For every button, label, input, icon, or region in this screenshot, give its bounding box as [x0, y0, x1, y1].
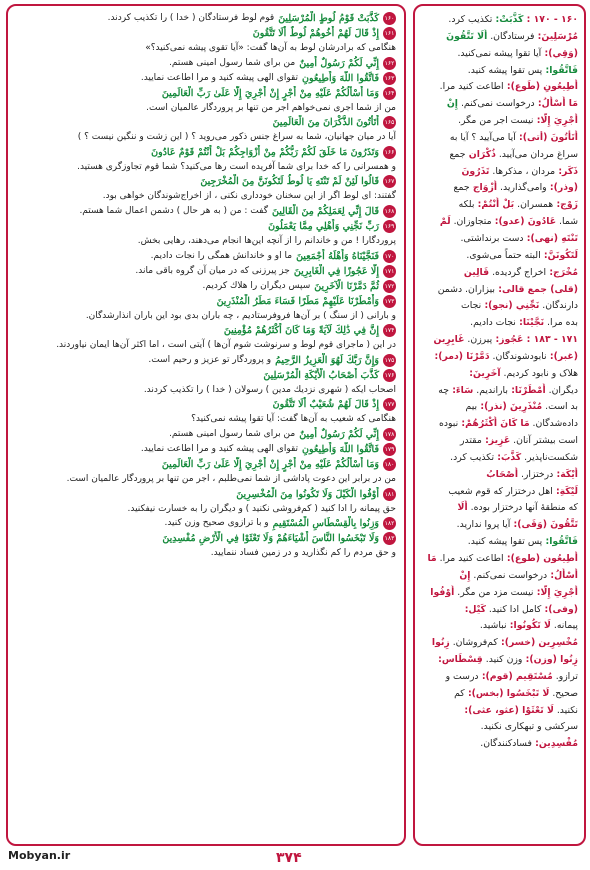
glossary-meaning: جمع — [449, 148, 466, 160]
glossary-meaning: سراغ مردان مى‌آييد. — [495, 148, 578, 160]
glossary-line — [421, 214, 578, 231]
glossary-meaning: آيا تقوا پيشه نمى‌كنيد. — [457, 47, 542, 59]
translation-line: پروردگارا ! من و خاندانم را از آنچه اين‌ها انجام مى‌دهند، رهايى بخش. — [137, 235, 396, 246]
glossary-meaning: كم‌فروشان. — [449, 637, 498, 649]
arabic-verse: كَذَّبَتْ قَوْمُ لُوطٍ الْمُرْسَلِينَ — [278, 13, 379, 24]
glossary-line — [421, 416, 578, 433]
glossary-meaning: پس تقوا پيشه كنيد. — [467, 536, 543, 548]
glossary-line — [421, 383, 578, 400]
verse-translation: و با ترازوى صحيح وزن كنيد. — [164, 518, 269, 529]
translation-line: در اين ( ماجراى قوم لوط و سرنوشت شوم آن‌ها ) آيتى است ، اما اكثر آن‌ها ايمان نياوردند. — [56, 340, 396, 351]
glossary-phrase: أَلَا تَتَّقُونَ — [446, 30, 488, 42]
arabic-verse: إِنِّي لَكُمْ رَسُولٌ أَمِينٌ — [299, 428, 379, 440]
glossary-term: (غبر): — [546, 350, 578, 362]
glossary-term: لَمْ — [439, 216, 451, 228]
translation-line: هنگامى كه شعيب به آن‌ها گفت: آيا تقوا پيشه نمى‌كنيد؟ — [191, 414, 396, 425]
site-watermark[interactable]: Mobyan.ir — [8, 849, 71, 862]
glossary-line — [421, 736, 578, 753]
glossary-term: أَطِيعُون (طوع): — [503, 553, 578, 564]
glossary-line — [421, 686, 578, 703]
glossary-meaning: پس تقوا پيشه كنيد. — [467, 64, 543, 76]
glossary-term: عَادُونَ (عدو): — [491, 216, 557, 228]
glossary-line — [421, 12, 578, 29]
glossary-line — [421, 180, 578, 197]
verse-translation: تقواى الهى پيشه كنيد و مرا اطاعت نماييد. — [140, 72, 299, 83]
glossary-term: آخَرِينَ: — [469, 367, 501, 379]
glossary-term: سَاءَ: — [448, 384, 474, 396]
glossary-term: (وذر): — [546, 182, 578, 194]
glossary-meaning: البته حتماً مى‌شوى. — [466, 249, 541, 261]
glossary-meaning: چه — [438, 384, 449, 396]
arabic-verse: فَاتَّقُوا اللَّهَ وَأَطِيعُونِ — [302, 72, 379, 84]
glossary-line — [421, 366, 578, 383]
arabic-verse: وَزِنُوا بِالْقِسْطَاسِ الْمُسْتَقِيمِ — [272, 518, 379, 530]
glossary-line — [421, 231, 578, 248]
glossary-term: أَجْرِيَ إِلَّا: — [533, 115, 578, 127]
verse-number: ۱۶۰ — [383, 12, 396, 25]
glossary-term: مَا كَانَ أَكْثَرُهُمْ: — [458, 418, 530, 430]
glossary-term: زَوْج: — [553, 199, 578, 211]
verse-line — [16, 86, 396, 101]
glossary-meaning: دست برنداشتى. — [460, 232, 524, 244]
arabic-verse: وَلَا تَبْخَسُوا النَّاسَ أَشْيَاءَهُمْ وَلَا تَعْثَوْا فِي الْأَرْضِ مُفْسِدِينَ — [162, 533, 379, 545]
glossary-term: مُفْسِدِين: — [531, 738, 578, 750]
glossary-line — [421, 433, 578, 450]
glossary-line — [421, 568, 578, 585]
glossary-meaning: درخواست نمى‌كنم. — [457, 98, 535, 110]
glossary-meaning: فرستادگان. — [487, 30, 535, 42]
glossary-line — [421, 467, 578, 484]
glossary-term: كَيْل: — [464, 603, 486, 615]
glossary-meaning: نجات داديم. — [470, 317, 516, 329]
glossary-term: تَتَّقُونَ (وَقَى): — [510, 519, 578, 531]
glossary-meaning: داده‌شدگان. — [529, 418, 578, 430]
verse-line — [16, 264, 396, 279]
glossary-meaning: سركشى و تبهكارى نكنيد. — [480, 721, 578, 733]
translation-line: هنگامى كه برادرشان لوط به آن‌ها گفت: «آيا تقوى پيشه نمى‌كنيد؟» — [145, 43, 396, 53]
translation-line: و همسرانى را كه خدا براى شما آفريده است رها مى‌كنيد؟ شما قوم تجاوزگرى هستيد. — [77, 161, 396, 172]
glossary-line — [421, 585, 578, 602]
glossary-line — [421, 248, 578, 265]
glossary-meaning: مقتدر — [459, 435, 482, 447]
glossary-term: كَذَّبَ: — [494, 451, 522, 463]
glossary-meaning: درست و — [445, 670, 479, 682]
verse-number: ۱۸۰ — [383, 458, 396, 471]
glossary-meaning: اهل درختزار كه قوم شعيب — [448, 485, 553, 497]
glossary-term: (وَقِي): — [541, 47, 578, 59]
verse-line — [16, 353, 396, 368]
arabic-verse: ثُمَّ دَمَّرْنَا الْآخَرِينَ — [314, 280, 379, 292]
verse-translation: تقواى الهى پيشه كنيد و مرا اطاعت نماييد. — [140, 443, 299, 454]
translation-line: و حق مردم را كم نگذاريد و در زمين فساد ننماييد. — [210, 548, 396, 559]
verse-translation: گفت : من ( به هر حال ) دشمن اعمال شما هستم. — [79, 205, 268, 216]
glossary-line — [421, 602, 578, 619]
arabic-verse: قَالُوا لَئِنْ لَمْ تَنْتَهِ يَا لُوطُ لَتَكُونَنَّ مِنَ الْمُخْرَجِينَ — [200, 176, 379, 188]
glossary-line — [421, 96, 578, 113]
glossary-meaning: صحيح. — [549, 687, 578, 699]
glossary-meaning: متجاوزان. — [450, 216, 492, 228]
glossary-phrase: كَذَّبَتْ: — [492, 14, 524, 25]
verse-line — [16, 56, 396, 71]
verse-line — [16, 487, 396, 502]
glossary-term: أَجْرِيَ إِلَّا: — [533, 586, 578, 598]
glossary-meaning: مردان ، مذكرها. — [489, 165, 556, 177]
glossary-phrase: إِنْ — [446, 98, 458, 110]
glossary-term: لَا تَبْخَسُوا (بخس): — [464, 687, 550, 699]
arabic-verse: وَأَمْطَرْنَا عَلَيْهِمْ مَطَرًا فَسَاءَ مَطَرُ الْمُنْذَرِينَ — [216, 295, 379, 307]
verse-line — [16, 145, 396, 160]
glossary-line — [421, 29, 578, 46]
translation-line: حق پيمانه را ادا كنيد ( كم‌فروشى نكنيد ) و ديگران را به خسارت نيفكنيد. — [127, 503, 396, 514]
glossary-line — [421, 450, 578, 467]
verse-number: ۱۸۳ — [383, 532, 396, 545]
glossary-term: (وفى): — [541, 603, 578, 615]
glossary-meaning: آيا مى‌آييد ؟ آيا به — [449, 131, 516, 143]
verse-number: ۱۷۶ — [383, 369, 396, 382]
glossary-meaning: بد است. — [542, 401, 578, 413]
glossary-term: عَزِيز: — [481, 435, 511, 447]
arabic-verse: فَاتَّقُوا اللَّهَ وَأَطِيعُونِ — [302, 443, 379, 455]
glossary-meaning: بلكه — [458, 199, 475, 211]
arabic-verse: أَتَأْتُونَ الذُّكْرَانَ مِنَ الْعَالَمِينَ — [272, 117, 379, 129]
glossary-meaning: اطاعت كنيد مرا. — [436, 553, 504, 564]
verse-number: ۱۷۴ — [383, 324, 396, 337]
glossary-term: قِسْطَاس: — [438, 654, 483, 666]
glossary-line — [421, 703, 578, 720]
glossary-term: تَذَرُونَ — [461, 165, 490, 177]
glossary-line — [421, 517, 578, 534]
arabic-verse: وَمَا أَسْأَلُكُمْ عَلَيْهِ مِنْ أَجْرٍ إِنْ أَجْرِيَ إِلَّا عَلَىٰ رَبِّ الْعَالَمِينَ — [161, 458, 379, 470]
glossary-meaning: كم — [454, 687, 465, 699]
verse-translation: قوم لوط فرستادگان ( خدا ) را تكذيب كردند. — [107, 13, 275, 23]
translation-line: و بارانى ( از سنگ ) بر آن‌ها فروفرستاديم ، چه باران بدى بود اين باران انذارشدگان. — [85, 310, 396, 321]
arabic-verse: إِذْ قَالَ لَهُمْ أَخُوهُمْ لُوطٌ أَلَا تَتَّقُونَ — [252, 28, 379, 39]
arabic-verse: رَبِّ نَجِّنِي وَأَهْلِي مِمَّا يَعْمَلُونَ — [268, 220, 379, 232]
verse-line — [16, 11, 396, 26]
translation-line: گفتند: اى لوط اگر از اين سخنان خوددارى نكنى ، از اخراج‌شوندگان خواهى بود. — [102, 191, 396, 202]
glossary-line — [421, 79, 578, 96]
glossary-term: عَجُوز: — [492, 334, 524, 346]
glossary-term: مَا أَسْأَلُ: — [534, 98, 578, 110]
verse-line — [16, 71, 396, 86]
glossary-line — [421, 315, 578, 332]
glossary-line — [421, 534, 578, 551]
translation-line: اصحاب ايكه ( شهرى نزديك مدين ) رسولان ( خدا ) را تكذيب كردند. — [143, 384, 396, 395]
verse-line — [16, 516, 396, 531]
glossary-meaning: ترازو. — [552, 670, 578, 682]
glossary-term: ذَكَر: — [555, 165, 578, 177]
verse-number: ۱۶۱ — [383, 27, 396, 40]
verse-line — [16, 219, 396, 234]
arabic-verse: قَالَ إِنِّي لِعَمَلِكُمْ مِنَ الْقَالِينَ — [271, 205, 379, 217]
glossary-meaning: آيا پروا نداريد. — [456, 519, 511, 531]
glossary-line — [421, 282, 578, 299]
verse-line — [16, 427, 396, 442]
verse-number: ۱۶۲ — [383, 57, 396, 70]
verse-line — [16, 531, 396, 546]
glossary-term: ۱۶۰ - ۱۷۰ : — [523, 14, 578, 25]
verse-translation: من براى شما رسول امينى هستم. — [169, 428, 296, 439]
glossary-line — [421, 669, 578, 686]
glossary-term: نَجَّيْنَا: — [515, 317, 545, 329]
verse-line — [16, 442, 396, 457]
verse-line — [16, 26, 396, 41]
glossary-phrase: فَاتَّقُوا: — [542, 64, 578, 76]
arabic-verse: إِنَّ فِي ذَٰلِكَ لَآيَةً وَمَا كَانَ أَكْثَرُهُمْ مُؤْمِنِينَ — [223, 325, 379, 337]
glossary-meaning: نكنيد. — [553, 704, 578, 716]
glossary-line — [421, 332, 578, 349]
verse-translation: من براى شما رسول امينى هستم. — [169, 57, 296, 68]
translation-line: آيا در ميان جهانيان، شما به سراغ جنس ذكور مى‌رويد ؟ ( اين زشت و ننگين نيست ؟ ) — [77, 132, 396, 143]
glossary-line — [421, 63, 578, 80]
translation-line: من در برابر اين دعوت پاداشى از شما نمى‌طلبم ، اجر من تنها بر پروردگار عالميان است. — [66, 473, 396, 484]
verse-number: ۱۷۹ — [383, 443, 396, 456]
glossary-line — [421, 164, 578, 181]
glossary-meaning: است بيشتر آنان. — [510, 435, 578, 447]
verse-number: ۱۶۸ — [383, 205, 396, 218]
verses-panel — [6, 4, 406, 846]
glossary-line — [421, 113, 578, 130]
verse-number: ۱۶۷ — [383, 175, 396, 188]
glossary-panel — [413, 4, 586, 846]
glossary-line — [421, 484, 578, 501]
verse-number: ۱۷۸ — [383, 428, 396, 441]
verse-line — [16, 249, 396, 264]
arabic-verse: وَإِنَّ رَبَّكَ لَهُوَ الْعَزِيزُ الرَّحِيمُ — [275, 354, 379, 366]
glossary-line — [421, 551, 578, 568]
glossary-term: إِنْ — [459, 569, 471, 581]
arabic-verse: فَنَجَّيْنَاهُ وَأَهْلَهُ أَجْمَعِينَ — [296, 250, 379, 262]
verse-translation: ما او و خاندانش همگى را نجات داديم. — [150, 250, 293, 261]
glossary-term: مُنْذَرِينَ (نذر): — [477, 401, 543, 413]
glossary-line — [421, 349, 578, 366]
glossary-line — [421, 130, 578, 147]
glossary-meaning: وامى‌گذاريد. — [497, 182, 547, 194]
glossary-term: مُرْسَلِينَ: — [534, 30, 578, 42]
glossary-line — [421, 197, 578, 214]
glossary-meaning: پيمانه. — [550, 620, 578, 632]
glossary-meaning: فسادكنندگان. — [480, 738, 532, 750]
glossary-term: لَا تَكُونُوا: — [506, 620, 551, 632]
glossary-line — [421, 500, 578, 517]
glossary-term: لَيْكَةِ: — [552, 485, 578, 497]
verse-number: ۱۷۲ — [383, 280, 396, 293]
verse-number: ۱۷۳ — [383, 295, 396, 308]
arabic-verse: وَتَذَرُونَ مَا خَلَقَ لَكُمْ رَبُّكُمْ مِنْ أَزْوَاجِكُمْ بَلْ أَنْتُمْ قَوْمٌ عَادُونَ — [151, 146, 379, 158]
glossary-meaning: دارندگان. — [539, 300, 578, 312]
glossary-term: لَا تَعْثَوْا (عثو، عثى): — [464, 704, 554, 716]
glossary-meaning: بارانديم. — [473, 384, 508, 396]
glossary-meaning: نبوده — [438, 418, 459, 430]
glossary-meaning: نيست اجر من مگر. — [458, 115, 534, 127]
glossary-term: أَيْكَة: — [553, 468, 578, 480]
glossary-term: مُخْسِرِين (خسر): — [497, 637, 578, 649]
arabic-verse: وَمَا أَسْأَلُكُمْ عَلَيْهِ مِنْ أَجْرٍ إِنْ أَجْرِيَ إِلَّا عَلَىٰ رَبِّ الْعَالَمِينَ — [161, 87, 379, 99]
verse-number: ۱۷۰ — [383, 250, 396, 263]
glossary-term: أَسْأَلُ: — [547, 569, 578, 581]
arabic-verse: أَوْفُوا الْكَيْلَ وَلَا تَكُونُوا مِنَ الْمُخْسِرِينَ — [236, 488, 379, 500]
glossary-term: زِنُوا — [431, 637, 450, 649]
glossary-meaning: تكذيب كرد. — [448, 14, 493, 25]
glossary-term: أَطِيعُونِ (طَوع): — [503, 81, 578, 93]
glossary-meaning: پيرزن. — [464, 334, 493, 346]
glossary-term: مَا — [427, 553, 437, 564]
glossary-term: بَلْ أَنْتُمْ: — [474, 199, 515, 211]
verse-number: ۱۶۹ — [383, 220, 396, 233]
glossary-line — [421, 46, 578, 63]
glossary-term: نَجِّنِي (نجو): — [481, 300, 540, 312]
glossary-line — [421, 298, 578, 315]
glossary-meaning: كه منطقهٔ آنها درختزار بوده. — [467, 502, 578, 514]
glossary-term: أَمْطَرْنَا: — [507, 384, 546, 396]
verse-translation: جز پيرزنى كه در ميان آن گروه باقى ماند. — [135, 265, 290, 276]
glossary-meaning: نجات — [461, 300, 482, 312]
glossary-line — [421, 635, 578, 652]
arabic-verse: إِذْ قَالَ لَهُمْ شُعَيْبٌ أَلَا تَتَّقُونَ — [272, 399, 379, 411]
translation-line: من از شما اجرى نمى‌خواهم اجر من تنها بر پروردگار عالميان است. — [146, 102, 396, 113]
glossary-meaning: شما. — [556, 216, 578, 228]
glossary-phrase: فَاتَّقُوا: — [542, 536, 578, 548]
glossary-meaning: بيزاران. دشمن — [437, 283, 496, 295]
verse-line — [16, 204, 396, 219]
glossary-meaning: همسران. — [514, 199, 554, 211]
glossary-meaning: وزن كنيد. — [482, 654, 523, 666]
glossary-meaning: بده مرا. — [544, 317, 578, 329]
glossary-term: مُخْرَج: — [546, 266, 578, 278]
arabic-verse: إِنِّي لَكُمْ رَسُولٌ أَمِينٌ — [299, 57, 379, 69]
glossary-line — [421, 147, 578, 164]
glossary-meaning: درختزار. — [518, 468, 554, 480]
verse-number: ۱۶۴ — [383, 87, 396, 100]
verse-line — [16, 174, 396, 189]
arabic-verse: كَذَّبَ أَصْحَابُ الْأَيْكَةِ الْمُرْسَلِينَ — [263, 369, 379, 381]
glossary-line — [421, 265, 578, 282]
verse-number: ۱۶۶ — [383, 146, 396, 159]
glossary-term: قَالِين — [463, 266, 490, 278]
verse-line — [16, 279, 396, 294]
glossary-meaning: تكذيب كرد. — [450, 451, 495, 463]
glossary-term: ۱۷۱ - ۱۸۳ : — [523, 334, 578, 346]
glossary-meaning: بيم — [465, 401, 478, 413]
glossary-line — [421, 618, 578, 635]
glossary-meaning: نيست مزد من مگر. — [454, 586, 534, 598]
glossary-meaning: كامل ادا كنيد. — [485, 603, 542, 615]
glossary-term: أَتَأْتُونَ (أتى): — [515, 131, 578, 143]
glossary-term: أَلَا — [457, 502, 468, 514]
verse-number: ۱۸۲ — [383, 517, 396, 530]
arabic-verse: إِلَّا عَجُوزًا فِي الْغَابِرِينَ — [293, 265, 379, 277]
glossary-term: لَتَكُونَنَّ: — [540, 249, 578, 261]
verse-number: ۱۷۵ — [383, 354, 396, 367]
glossary-meaning: اخراج گرديده. — [489, 266, 547, 278]
glossary-meaning: جمع — [453, 182, 470, 194]
glossary-term: تَنْتَهِ (نهى): — [523, 232, 578, 244]
glossary-line — [421, 719, 578, 736]
verse-translation: و پروردگار تو عزيز و رحيم است. — [148, 354, 272, 365]
verse-line — [16, 115, 396, 130]
page-number: ۳۷۴ — [276, 850, 302, 866]
verse-line — [16, 323, 396, 338]
verse-number: ۱۶۳ — [383, 72, 396, 85]
verse-number: ۱۷۷ — [383, 398, 396, 411]
verse-number: ۱۸۱ — [383, 488, 396, 501]
verse-line — [16, 368, 396, 383]
glossary-meaning: شكست‌ناپذير. — [521, 451, 578, 463]
verse-number: ۱۷۱ — [383, 265, 396, 278]
glossary-term: ذُكْرَان — [465, 148, 496, 160]
glossary-meaning: درخواست نمى‌كنم. — [470, 569, 548, 581]
verse-number: ۱۶۵ — [383, 116, 396, 129]
glossary-line — [421, 399, 578, 416]
glossary-meaning: اطاعت كنيد مرا. — [439, 81, 504, 93]
verse-line — [16, 457, 396, 472]
glossary-term: غَابِرِين — [433, 334, 465, 346]
glossary-term: (قلى) جمع قالى: — [495, 283, 578, 295]
glossary-term: أَوْفُوا — [430, 586, 455, 598]
glossary-term: زِنُوا (وزن): — [522, 654, 578, 666]
glossary-term: مُسْتَقِيم (قوم): — [478, 670, 553, 682]
glossary-term: أَصْحَابُ — [486, 468, 519, 480]
verse-line — [16, 397, 396, 412]
glossary-term: دَمَّرْنَا (دمر): — [434, 350, 490, 362]
glossary-meaning: نابودشوندگان. — [489, 350, 547, 362]
glossary-meaning: هلاک و نابود كرديم. — [500, 367, 578, 379]
verse-translation: سپس ديگران را هلاك كرديم. — [202, 280, 311, 291]
glossary-term: أَزْوَاج — [469, 182, 498, 194]
verse-line — [16, 294, 396, 309]
glossary-meaning: ديگران. — [545, 384, 578, 396]
glossary-line — [421, 652, 578, 669]
glossary-meaning: نباشيد. — [479, 620, 507, 632]
